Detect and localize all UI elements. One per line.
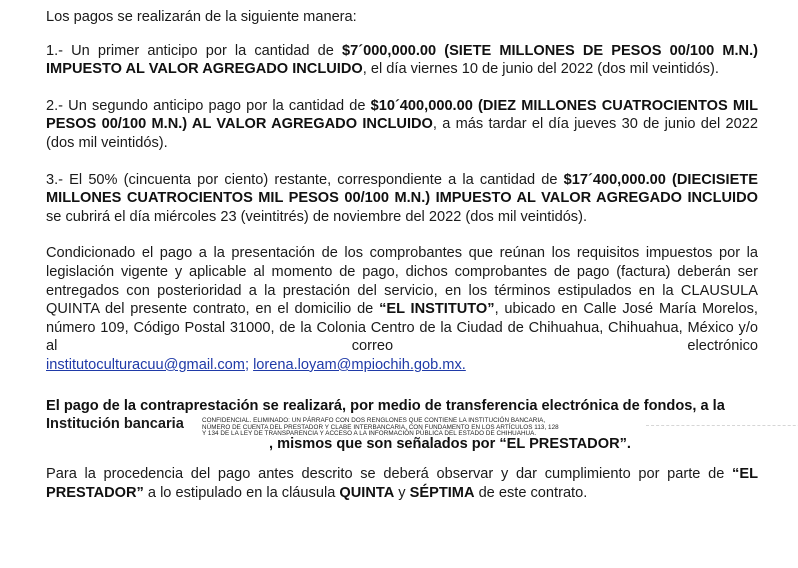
bank-end-provider: “EL PRESTADOR” <box>499 436 627 453</box>
condition-institute: “EL INSTITUTO” <box>379 301 495 318</box>
item2-amount: $10´400,000.00 (DIEZ MILLONES CUATROCIENTOS MIL PESOS 00/100 M.N.) AL VALOR AGREGADO INCLUIDO <box>46 97 758 133</box>
payment-item-1 <box>46 42 758 79</box>
email-link-2[interactable]: lorena.loyam@mpiochih.gob.mx. <box>253 356 466 373</box>
item1-text-a: 1.- Un primer anticipo por la cantidad de <box>46 42 342 59</box>
payment-item-3 <box>46 171 758 227</box>
email-line <box>46 356 758 375</box>
condition-text-a: Condicionado el pago a la presentación de los comprobantes que reúnan los requisitos impuestos por la legislación vigente y aplicable al momento de pago, dichos comprobantes de pago (factura) deberán ser entregados con posterioridad a la prestación del servicio, en los términos estipulados en la CLAUSULA QUINTA del presente contrato, en el domicilio de <box>46 245 758 318</box>
closing-quinta: QUINTA <box>339 484 395 501</box>
bank-end-period: . <box>626 436 631 453</box>
payment-item-2 <box>46 97 758 153</box>
item1-text-b: , el día viernes 10 de junio del 2022 (dos mil veintidós). <box>362 61 719 78</box>
payment-line-1 <box>46 397 758 416</box>
bank-line-end <box>269 435 631 454</box>
bank-label: Institución bancaria <box>46 416 184 433</box>
closing-text-b: a lo estipulado en la cláusula <box>143 484 340 501</box>
payment-line-1-text: El pago de la contraprestación se realizará, por medio de transferencia electrónica de fondos, a la <box>46 397 725 414</box>
closing-septima: SÉPTIMA <box>409 484 475 501</box>
closing-text-c: y <box>394 484 410 501</box>
closing-text-a: Para la procedencia del pago antes descrito se deberá observar y dar cumplimiento por parte de <box>46 466 733 483</box>
closing-provider: “EL PRESTADOR” <box>46 466 758 501</box>
document-body <box>46 8 758 502</box>
redaction-dashes <box>646 425 798 426</box>
email-link-1[interactable]: institutoculturacuu@gmail.com; <box>46 356 249 373</box>
item3-text-a: 3.- El 50% (cincuenta por ciento) restante, correspondiente a la cantidad de <box>46 171 564 188</box>
condition-text-b: , ubicado en Calle José María Morelos, número 109, Código Postal 31000, de la Colonia Centro de la Ciudad de Chihuahua, Chihuahua, México y/o al correo electrónico <box>46 301 758 355</box>
bank-row <box>46 415 758 455</box>
intro-paragraph: Los pagos se realizarán de la siguiente manera: <box>46 9 357 25</box>
bank-end-text: , mismos que son señalados por <box>269 436 500 453</box>
payment-method-paragraph <box>46 397 758 456</box>
condition-paragraph <box>46 244 758 356</box>
redaction-note: CONFIDENCIAL. ELIMINADO: UN PÁRRAFO CON DOS RENGLONES QUE CONTIENE LA INSTITUCIÓN BANCARIA, NÚMERO DE CUENTA DEL PRESTADOR Y CLABE INTERBANCARIA, CON FUNDAMENTO EN LOS ARTÍCULOS 113, 128 Y 134 DE LA LEY DE TRANSPARENCIA Y ACCESO A LA INFORMACIÓN PÚBLICA DEL ESTADO DE CHIHUAHUA. <box>202 417 559 438</box>
item3-amount: $17´400,000.00 (DIECISIETE MILLONES CUATROCIENTOS MIL PESOS 00/100 M.N.) IMPUESTO AL VALOR AGREGADO INCLUIDO <box>46 171 758 207</box>
item3-text-b: se cubrirá el día miércoles 23 (veintitrés) de noviembre del 2022 (dos mil veintidós). <box>46 208 588 225</box>
item1-amount: $7´000,000.00 (SIETE MILLONES DE PESOS 00/100 M.N.) IMPUESTO AL VALOR AGREGADO INCLUIDO <box>46 42 758 78</box>
item2-text-a: 2.- Un segundo anticipo pago por la cantidad de <box>46 97 371 114</box>
item2-text-b: , a más tardar el día jueves 30 de junio del 2022 (dos mil veintidós). <box>46 116 758 151</box>
closing-text-d: de este contrato. <box>474 484 588 501</box>
closing-paragraph <box>46 465 758 502</box>
